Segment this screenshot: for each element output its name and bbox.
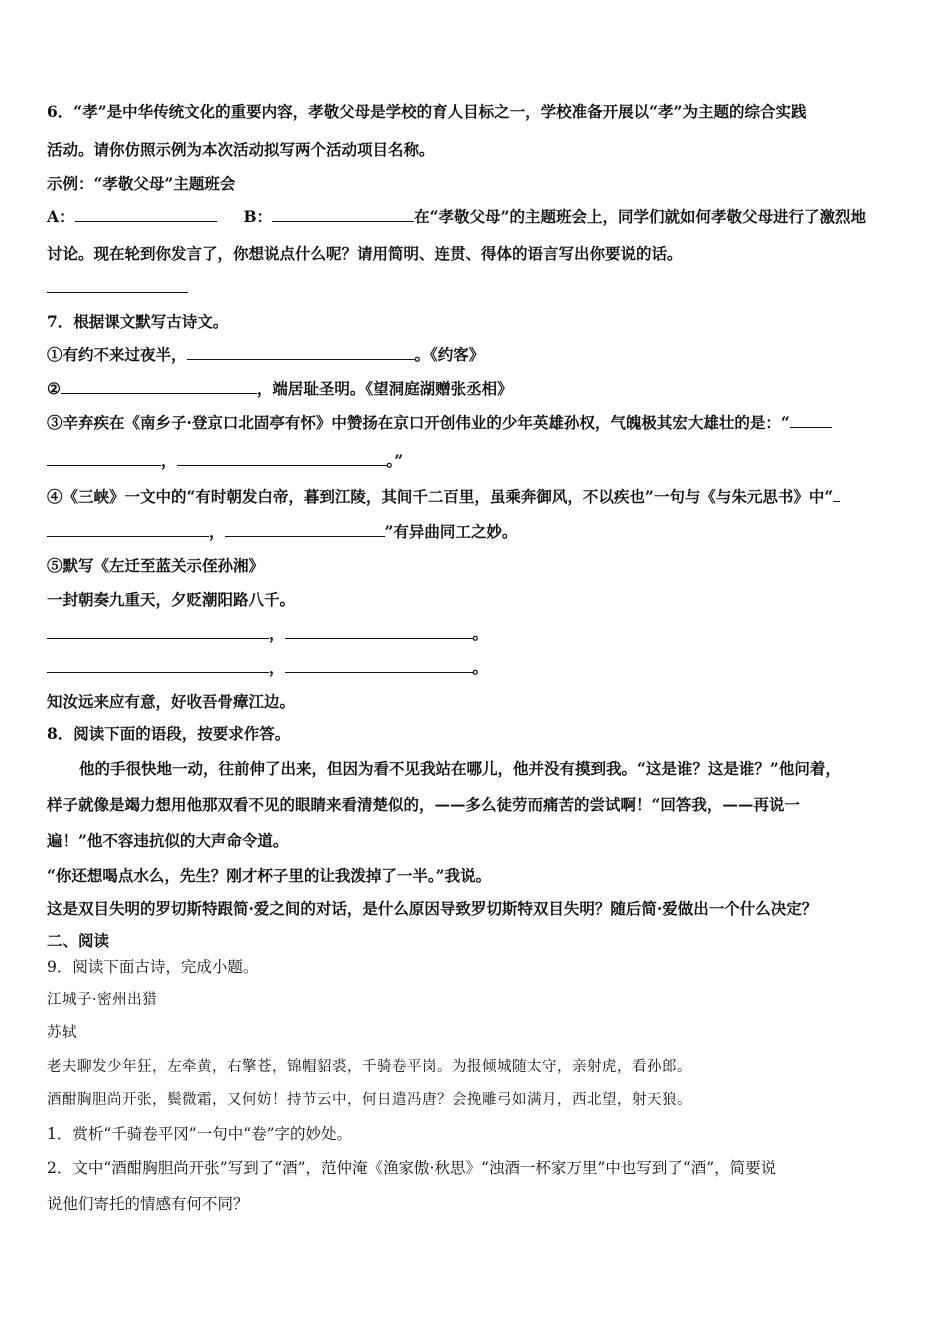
q7-item-4-line-2 — [47, 522, 517, 542]
q7-i2-pre: ② — [47, 379, 61, 398]
q7-item-5-last-couplet: 知汝远来应有意，好收吾骨瘴江边。 — [47, 692, 296, 711]
q7-i5-period-1: 。 — [472, 624, 489, 643]
q7-i4-text: ④《三峡》一文中的“有时朝发白帝，暮到江陵，其间千二百里，虽乘奔御风，不以疾也”一句与《与朱元思书》中“ — [47, 487, 834, 506]
q6-answer-b-blank[interactable] — [272, 207, 414, 222]
q9-subquestion-2-line-1: 2．文中“酒酣胸胆尚开张”写到了“酒”，范仲淹《渔家傲·秋思》“浊酒一杯家万里”中也写到了“酒”，简要说 — [47, 1159, 777, 1177]
q7-item-5-title: ⑤默写《左迁至蓝关示侄孙湘》 — [47, 556, 265, 575]
section-2-title: 二、阅读 — [47, 931, 110, 950]
q7-i5-comma-2: ， — [269, 658, 285, 677]
q6-line-2: 活动。请你仿照示例为本次活动拟写两个活动项目名称。 — [47, 140, 435, 159]
q7-i5-blank-3[interactable] — [47, 658, 269, 673]
q7-i4-mid: ， — [209, 522, 225, 541]
q7-i4-blank-b[interactable] — [225, 522, 385, 537]
q9-poem-verse-1: 老夫聊发少年狂，左牵黄，右擎苍，锦帽貂裘，千骑卷平岗。为报倾城随太守，亲射虎，看孙郎。 — [47, 1059, 692, 1075]
q8-question: 这是双目失明的罗切斯特跟简·爱之间的对话，是什么原因导致罗切斯特双目失明？随后简·爱做出一个什么决定？ — [47, 899, 818, 918]
q7-i5-blank-2[interactable] — [285, 624, 473, 639]
q7-intro: 7．根据课文默写古诗文。 — [47, 312, 229, 331]
q9-subquestion-2-line-2: 说他们寄托的情感有何不同？ — [47, 1195, 249, 1213]
q7-i3-blank-a-end[interactable] — [47, 451, 161, 466]
q6-label-a: A： — [47, 207, 75, 226]
q7-i2-blank[interactable] — [61, 379, 257, 394]
q7-item-4-line-1 — [47, 487, 840, 507]
q7-i1-pre: ①有约不来过夜半， — [47, 345, 187, 364]
q7-i3-text: ③辛弃疾在《南乡子·登京口北固亭有怀》中赞扬在京口开创伟业的少年英雄孙权，气魄极其宏大雄壮的是：“ — [47, 413, 790, 432]
q6-answer-line[interactable] — [47, 292, 188, 293]
q7-item-3-line-2 — [47, 451, 403, 471]
q9-subquestion-1: 1．赏析“千骑卷平冈”一句中“卷”字的妙处。 — [47, 1125, 353, 1143]
q7-i1-blank[interactable] — [187, 345, 415, 360]
q7-item-5-blank-row-1 — [47, 624, 488, 644]
q9-poem-author: 苏轼 — [47, 1025, 77, 1041]
q8-passage-line-4: “你还想喝点水么，先生？刚才杯子里的让我泼掉了一半。”我说。 — [47, 866, 492, 885]
q9-poem-title: 江城子·密州出猎 — [47, 992, 158, 1008]
q7-item-3-line-1 — [47, 413, 832, 433]
q7-i3-blank-b[interactable] — [177, 451, 387, 466]
q7-item-5-first-couplet: 一封朝奏九重天，夕贬潮阳路八千。 — [47, 590, 296, 609]
q7-item-2 — [47, 379, 513, 399]
q7-i3-end: 。” — [386, 451, 404, 470]
q7-i5-blank-4[interactable] — [285, 658, 473, 673]
q9-intro: 9．阅读下面古诗，完成小题。 — [47, 958, 259, 976]
q8-passage-line-3: 遍！”他不容违抗似的大声命令道。 — [47, 831, 289, 850]
q8-intro: 8．阅读下面的语段，按要求作答。 — [47, 724, 291, 743]
q7-i2-post: ，端居耻圣明。《望洞庭湖赠张丞相》 — [256, 379, 513, 398]
q6-answer-a-blank[interactable] — [75, 207, 217, 222]
q6-label-b: B： — [243, 207, 273, 226]
q9-poem-verse-2: 酒酣胸胆尚开张，鬓微霜，又何妨！持节云中，何日遣冯唐？会挽雕弓如满月，西北望，射天狼。 — [47, 1092, 692, 1108]
q6-example: 示例：“孝敬父母”主题班会 — [47, 174, 236, 193]
q7-i4-blank-a-end[interactable] — [47, 522, 209, 537]
q7-i3-blank-a-start[interactable] — [790, 413, 832, 428]
q6-line-4 — [47, 207, 866, 227]
q7-i5-comma-1: ， — [269, 624, 285, 643]
q8-passage-line-2: 样子就像是竭力想用他那双看不见的眼睛来看清楚似的，——多么徒劳而痛苦的尝试啊！“回答我，——再说一 — [47, 795, 800, 814]
q7-item-5-blank-row-2 — [47, 658, 488, 678]
q7-i5-blank-1[interactable] — [47, 624, 269, 639]
q8-passage-line-1: 他的手很快地一动，往前伸了出来，但因为看不见我站在哪儿，他并没有摸到我。“这是谁？这是谁？”他问着， — [79, 759, 841, 778]
q7-i1-post: 。《约客》 — [414, 345, 485, 364]
q7-i4-blank-a-start[interactable] — [833, 487, 840, 502]
q7-i4-end: ”有异曲同工之妙。 — [384, 522, 518, 541]
q6-line-4-rest: 在“孝敬父母”的主题班会上，同学们就如何孝敬父母进行了激烈地 — [414, 207, 866, 226]
q6-line-5: 讨论。现在轮到你发言了，你想说点什么呢？请用简明、连贯、得体的语言写出你要说的话。 — [47, 244, 683, 263]
q7-item-1 — [47, 345, 484, 365]
q7-i5-period-2: 。 — [472, 658, 489, 677]
q6-line-1: 6．“孝”是中华传统文化的重要内容，孝敬父母是学校的育人目标之一，学校准备开展以“孝”为主题的综合实践 — [47, 102, 807, 121]
q7-i3-mid: ， — [161, 451, 177, 470]
